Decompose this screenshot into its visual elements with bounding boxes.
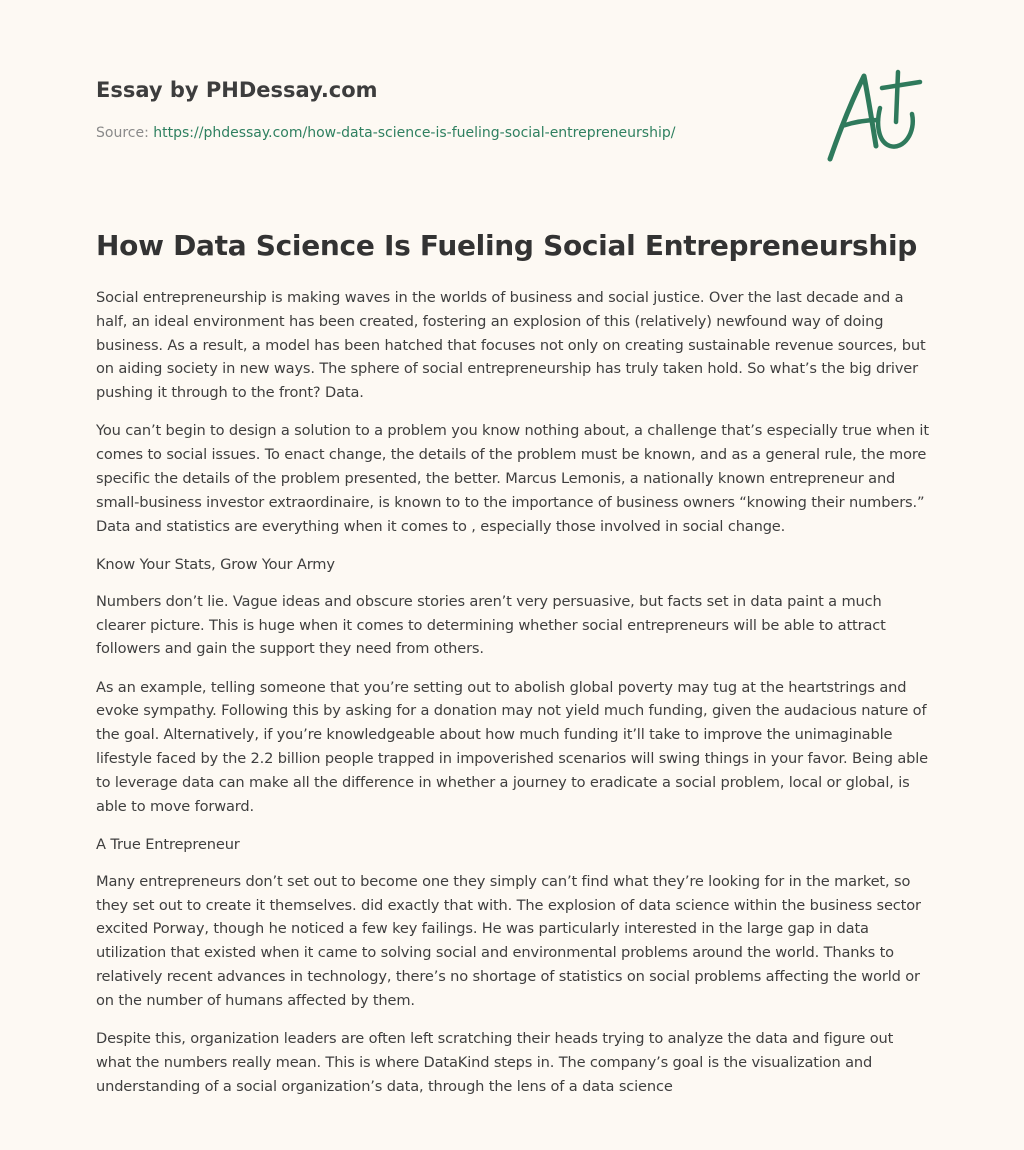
essay-subheading: A True Entrepreneur (96, 835, 240, 853)
essay-paragraph: You can’t begin to design a solution to a problem you know nothing about, a challenge that’s especially true when it comes to social issues. To enact change, the details of the problem must be known, and as a general rule, the more specific the details of the problem presented, the better. Marcus Lemonis, a nationally known entrepreneur and small-business investor extraordinaire, is known to to the importance of business owners “knowing their numbers.” Data and statistics are everything when it comes to , especially those involved in social change. (96, 422, 929, 535)
essay-article (96, 226, 930, 1113)
essay-paragraph: As an example, telling someone that you’re setting out to abolish global poverty may tug at the heartstrings and evoke sympathy. Following this by asking for a donation may not yield much funding, given the audacious nature of the goal. Alternatively, if you’re knowledgeable about how much funding it’ll take to improve the unimaginable lifestyle faced by the 2.2 billion people trapped in impoverished scenarios will swing things in your favor. Being able to leverage data can make all the difference in whether a journey to eradicate a social problem, local or global, is able to move forward. (96, 678, 928, 815)
essay-paragraph: Numbers don’t lie. Vague ideas and obscure stories aren’t very persuasive, but facts set in data paint a much clearer picture. This is huge when it comes to determining whether social entrepreneurs will be able to attract followers and gain the support they need from others. (96, 592, 886, 658)
essay-paragraph: Many entrepreneurs don’t set out to become one they simply can’t find what they’re looking for in the market, so they set out to create it themselves. did exactly that with. The explosion of data science within the business sector excited Porway, though he noticed a few key failings. He was particularly interested in the large gap in data utilization that existed when it came to solving social and environmental problems around the world. Thanks to relatively recent advances in technology, there’s no shortage of statistics on social problems affecting the world or on the number of humans affected by them. (96, 872, 921, 1009)
site-brand: Essay by PHDessay.com (96, 78, 378, 102)
essay-paragraph: Despite this, organization leaders are often left scratching their heads trying to analyze the data and figure out what the numbers really mean. This is where DataKind steps in. The company’s goal is the visualization and understanding of a social organization’s data, through the lens of a data science (96, 1030, 894, 1095)
source-line (96, 124, 675, 142)
page-header (96, 76, 926, 141)
source-label: Source: (96, 125, 154, 141)
source-link[interactable]: https://phdessay.com/how-data-science-is-fueling-social-entrepreneurship/ (153, 125, 676, 141)
a-plus-logo-icon (820, 66, 928, 166)
essay-subheading: Know Your Stats, Grow Your Army (96, 555, 335, 573)
essay-paragraph: Social entrepreneurship is making waves in the worlds of business and social justice. Over the last decade and a half, an ideal environment has been created, fostering an explosion of this (relatively) newfound way of doing business. As a result, a model has been hatched that focuses not only on creating sustainable revenue sources, but on aiding society in new ways. The sphere of social entrepreneurship has truly taken hold. So what’s the big driver pushing it through to the front? Data. (96, 289, 926, 402)
essay-title: How Data Science Is Fueling Social Entrepreneurship (96, 229, 918, 262)
